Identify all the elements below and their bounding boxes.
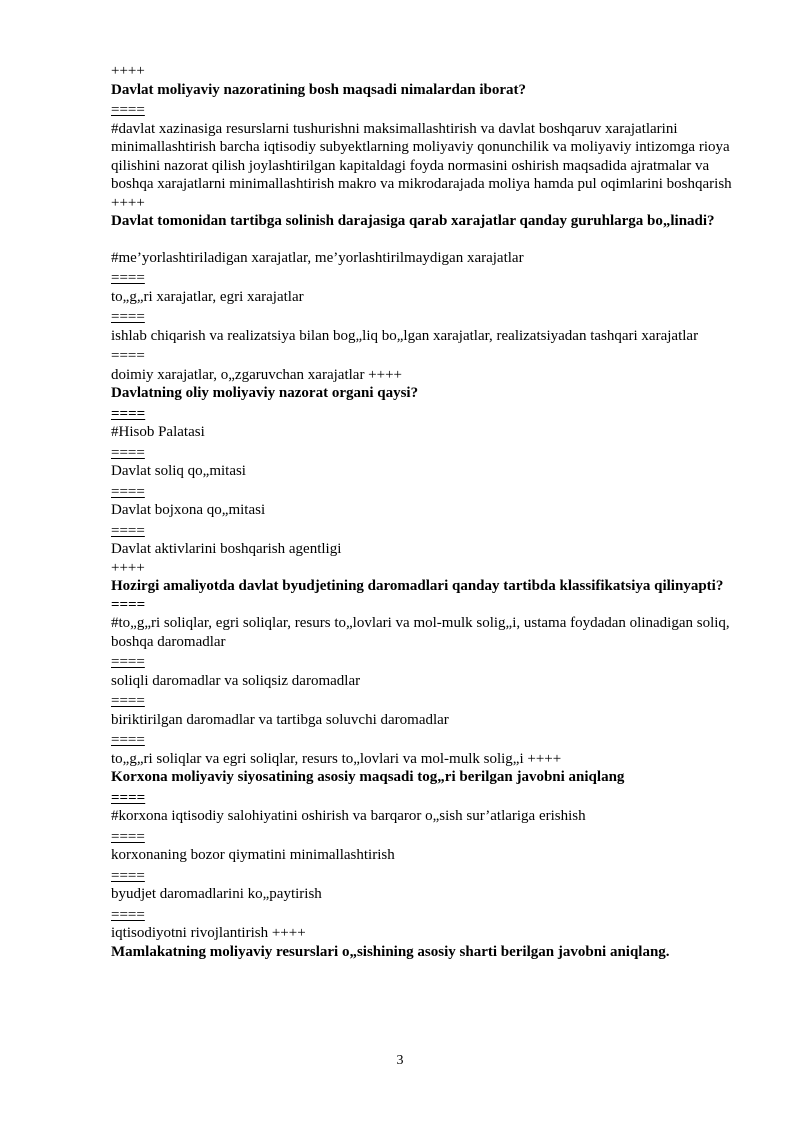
answer-separator <box>111 789 751 808</box>
answer-option: ishlab chiqarish va realizatsiya bilan bog„liq bo„lgan xarajatlar, realizatsiyadan tashqari xarajatlar <box>111 327 699 344</box>
separator-mark: ==== <box>111 732 145 748</box>
separator-mark: ==== <box>111 789 146 806</box>
answer-separator <box>111 101 751 120</box>
answer-separator <box>111 867 751 886</box>
question-marker: ++++ <box>111 559 145 576</box>
answer-separator <box>111 308 751 327</box>
answer-separator <box>111 444 751 463</box>
separator-mark: ==== <box>111 309 145 325</box>
question-text: Hozirgi amaliyotda davlat byudjetining daromadlari qanday tartibda klassifikatsiya qilinyapti? ==== <box>111 578 728 613</box>
separator-mark: ==== <box>111 906 145 923</box>
separator-mark: ==== <box>111 693 145 709</box>
answer-option: #korxona iqtisodiy salohiyatini oshirish va barqaror o„sish sur’atlariga erishish <box>111 808 586 824</box>
question-text: Davlat tomonidan tartibga solinish darajasiga qarab xarajatlar qanday guruhlarga bo„linadi? <box>111 213 715 229</box>
answer-option: Davlat soliq qo„mitasi <box>111 463 246 479</box>
separator-mark: ==== <box>111 483 145 500</box>
answer-separator <box>111 483 751 502</box>
answer-option: byudjet daromadlarini ko„paytirish <box>111 886 322 902</box>
answer-separator <box>111 731 751 750</box>
question-text: Korxona moliyaviy siyosatining asosiy maqsadi tog„ri berilgan javobni aniqlang <box>111 769 625 785</box>
answer-option: iqtisodiyotni rivojlantirish ++++ <box>111 925 306 941</box>
separator-mark: ==== <box>111 102 145 118</box>
question-text: Davlat moliyaviy nazoratining bosh maqsadi nimalardan iborat? <box>111 81 527 98</box>
separator-mark: ==== <box>111 444 145 461</box>
answer-option: #Hisob Palatasi <box>111 424 205 440</box>
question-marker: ++++ <box>111 63 145 79</box>
answer-separator <box>111 522 751 541</box>
answer-separator <box>111 405 751 424</box>
separator-mark: ==== <box>111 654 145 670</box>
answer-separator <box>111 653 751 672</box>
separator-mark: ==== <box>111 828 145 845</box>
answer-separator <box>111 347 751 366</box>
separator-mark: ==== <box>111 867 145 884</box>
answer-option: to„g„ri xarajatlar, egri xarajatlar <box>111 288 304 305</box>
question-text: Davlatning oliy moliyaviy nazorat organi qaysi? <box>111 385 419 401</box>
answer-option: biriktirilgan daromadlar va tartibga soluvchi daromadlar <box>111 711 449 728</box>
answer-option: to„g„ri soliqlar va egri soliqlar, resurs to„lovlari va mol-mulk solig„i ++++ <box>111 750 562 767</box>
answer-option: Davlat aktivlarini boshqarish agentligi <box>111 541 342 557</box>
answer-separator <box>111 269 751 288</box>
answer-option: #davlat xazinasiga resurslarni tushurishni maksimallashtirish va davlat boshqaruv xarajatlarini minimallashtirish barcha iqtisodiy subyektlarning moliyaviy qonunchilik va moliyaviy intizomga rioya qilishini nazorat qilish joylashtirilgan kapitaldagi foyda normasini oshirish maqsadida ajratmalar va boshqa xarajatlarni minimallashtirish makro va mikrodarajada moliya hamda pul oqimlarini boshqarish ++++ <box>111 120 736 211</box>
answer-option: #to„g„ri soliqlar, egri soliqlar, resurs to„lovlari va mol-mulk solig„i, ustama foydadan olinadigan soliq, boshqa daromadlar <box>111 615 734 650</box>
separator-mark: ==== <box>111 270 145 286</box>
answer-option: korxonaning bozor qiymatini minimallashtirish <box>111 847 395 863</box>
question-text: Mamlakatning moliyaviy resurslari o„sishining asosiy sharti berilgan javobni aniqlang. <box>111 943 670 960</box>
answer-separator <box>111 828 751 847</box>
separator-mark: ==== <box>111 348 145 364</box>
answer-separator <box>111 692 751 711</box>
answer-option: soliqli daromadlar va soliqsiz daromadlar <box>111 672 361 689</box>
separator-mark: ==== <box>111 522 145 539</box>
answer-option: #me’yorlashtiriladigan xarajatlar, me’yorlashtirilmaydigan xarajatlar <box>111 249 524 266</box>
document-body <box>111 62 751 961</box>
answer-separator <box>111 906 751 925</box>
separator-mark: ==== <box>111 405 146 422</box>
page-number: 3 <box>396 1053 404 1068</box>
blank-line <box>111 231 751 249</box>
answer-option: Davlat bojxona qo„mitasi <box>111 502 266 518</box>
answer-option: doimiy xarajatlar, o„zgaruvchan xarajatlar ++++ <box>111 366 403 383</box>
